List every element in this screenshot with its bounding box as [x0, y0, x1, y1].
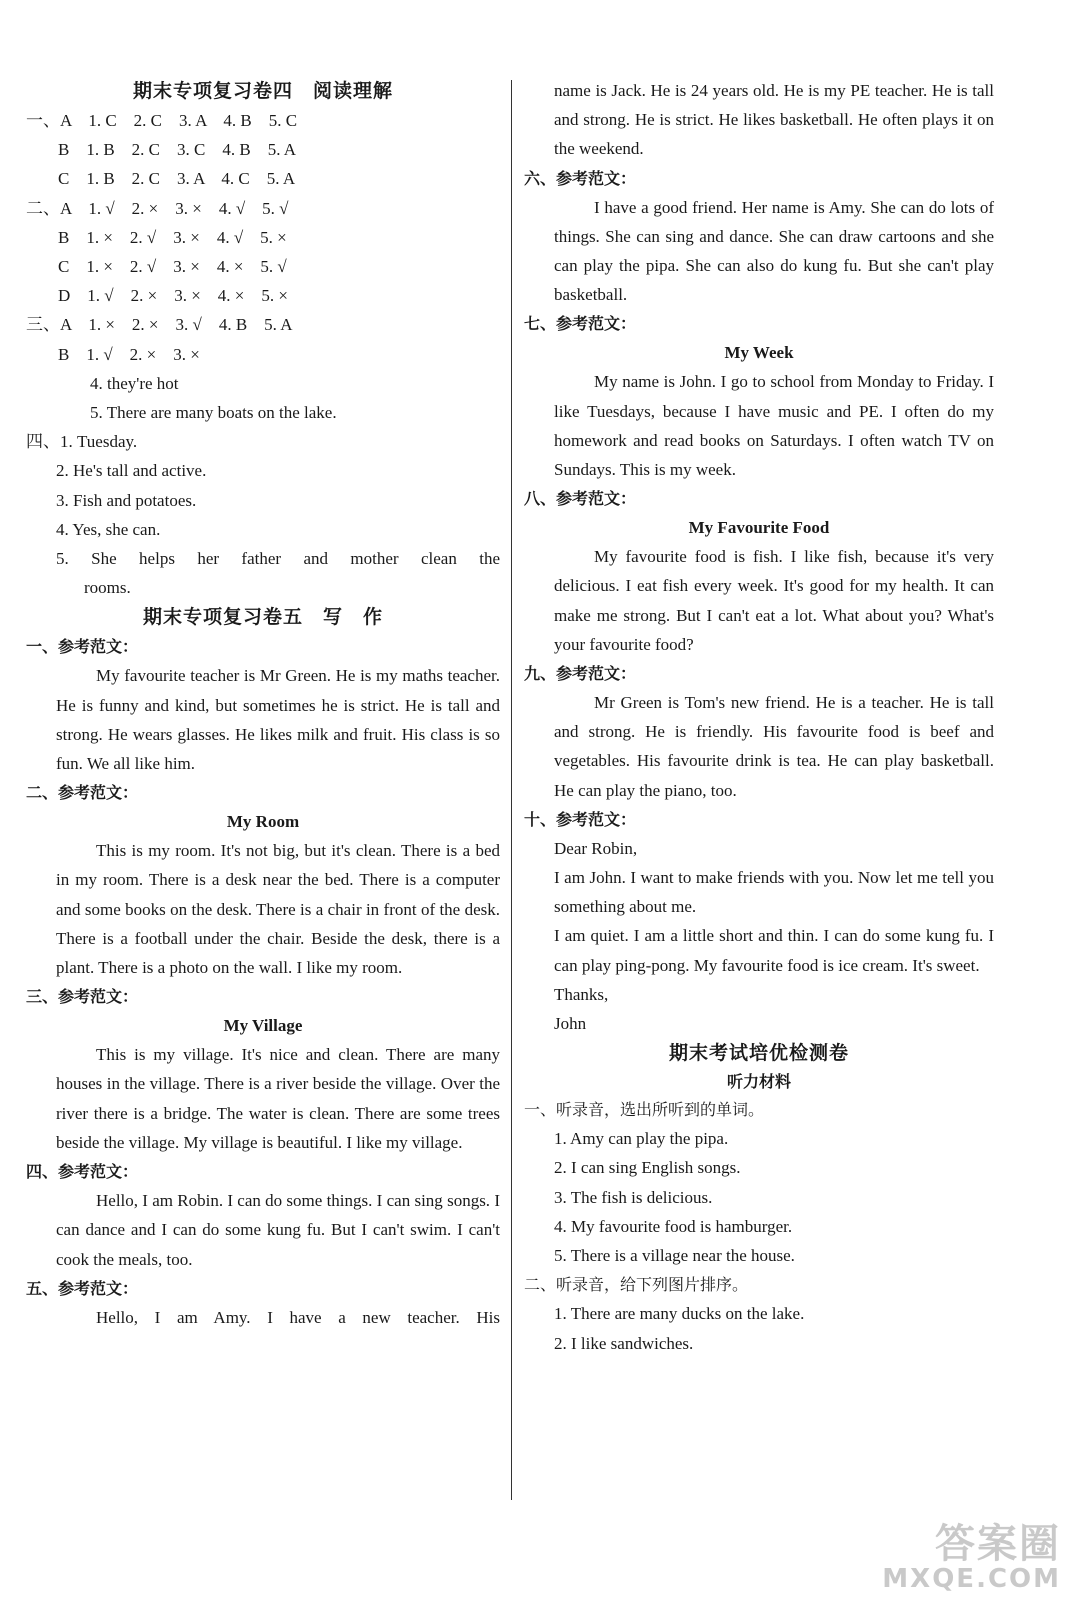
exam-subtitle: 听力材料	[726, 1072, 791, 1092]
answer-line: 5. She helps her father and mother clean the	[56, 549, 500, 569]
answer-line: 二、A 1. √ 2. × 3. × 4. √ 5. √	[26, 198, 289, 218]
answer-line: C 1. × 2. √ 3. × 4. × 5. √	[58, 257, 287, 277]
essay-heading: 五、参考范文：	[26, 1278, 139, 1298]
essay-heading: 六、参考范文：	[524, 168, 637, 188]
exam-title: 期末考试培优检测卷	[668, 1042, 849, 1065]
column-divider	[511, 80, 512, 1500]
essay-heading: 九、参考范文：	[524, 664, 637, 684]
essay-text: Mr Green is Tom's new friend. He is a teacher. He is tall and strong. He is friendly. His favourite food is beef and vegetables. His favourite drink is tea. He can play basketball. He can play the piano, too.	[554, 693, 994, 800]
essay-heading: 一、参考范文：	[26, 637, 139, 657]
answer-line: B 1. √ 2. × 3. ×	[58, 344, 200, 364]
essay-text: My favourite teacher is Mr Green. He is my maths teacher. He is funny and kind, but sometimes he is strict. He is tall and strong. He wears glasses. He likes milk and fruit. His class is so fun. We all like him.	[56, 666, 500, 774]
essay-text: My name is John. I go to school from Monday to Friday. I like Tuesdays, because I have music and PE. I often do my homework and read books on Saturdays. I often watch TV on Sundays. This is my week.	[554, 372, 994, 480]
listening-line: 1. Amy can play the pipa.	[554, 1129, 729, 1149]
essay-heading: 四、参考范文：	[26, 1162, 139, 1182]
listening-heading: 二、听录音，给下列图片排序。	[524, 1275, 749, 1295]
essay-title: My Favourite Food	[688, 518, 830, 538]
watermark-bottom: MXQE.COM	[882, 1564, 1061, 1594]
essay-text: I have a good friend. Her name is Amy. She can do lots of things. She can sing and dance. She can draw cartoons and she can play the pipa. She can also do kung fu. But she can't play basketball.	[554, 197, 994, 305]
essay-text: Hello, I am Amy. I have a new teacher. His	[96, 1307, 500, 1327]
essay-heading: 八、参考范文：	[524, 489, 637, 509]
listening-line: 1. There are many ducks on the lake.	[554, 1304, 805, 1324]
essay-text: Hello, I am Robin. I can do some things. I can sing songs. I can dance and I can do some kung fu. But I can't swim. I can't cook the meals, too.	[56, 1191, 500, 1269]
answer-line: 3. Fish and potatoes.	[56, 490, 197, 510]
answer-line: 三、A 1. × 2. × 3. √ 4. B 5. A	[26, 315, 293, 335]
essay-heading: 二、参考范文：	[26, 783, 139, 803]
section-title-reading: 期末专项复习卷四 阅读理解	[132, 80, 393, 102]
essay-text: This is my room. It's not big, but it's clean. There is a bed in my room. There is a desk near the bed. There is a computer and some books on the desk. There is a chair in front of the desk. There is a football under the chair. Beside the desk, there is a plant. There is a photo on the wall. I like my room.	[56, 841, 500, 978]
essay-heading: 十、参考范文：	[524, 809, 637, 829]
essay-title: My Village	[223, 1016, 303, 1036]
answer-line: 四、1. Tuesday.	[26, 432, 138, 452]
letter-line: Thanks,	[554, 984, 609, 1004]
answer-line: C 1. B 2. C 3. A 4. C 5. A	[58, 169, 296, 189]
answer-line: 2. He's tall and active.	[56, 461, 207, 481]
listening-line: 2. I like sandwiches.	[554, 1333, 694, 1353]
answer-line: B 1. × 2. √ 3. × 4. √ 5. ×	[58, 227, 287, 247]
letter-line: I am quiet. I am a little short and thin. I can do some kung fu. I can play ping-pong. My favourite food is ice cream. It's sweet.	[554, 926, 994, 975]
listening-line: 3. The fish is delicious.	[554, 1187, 713, 1207]
letter-line: I am John. I want to make friends with you. Now let me tell you something about me.	[554, 868, 994, 917]
essay-text: This is my village. It's nice and clean. There are many houses in the village. There is a river beside the village. Over the river there is a bridge. The water is clean. There are some trees beside the village. My village is beautiful. I like my village.	[56, 1045, 500, 1152]
essay-heading: 三、参考范文：	[26, 987, 139, 1007]
answer-line: 4. they're hot	[90, 373, 179, 393]
answer-line: rooms.	[84, 578, 131, 598]
listening-line: 2. I can sing English songs.	[554, 1158, 741, 1178]
listening-line: 4. My favourite food is hamburger.	[554, 1216, 793, 1236]
answer-line: B 1. B 2. C 3. C 4. B 5. A	[58, 140, 297, 160]
right-column	[524, 76, 994, 1358]
answer-line: D 1. √ 2. × 3. × 4. × 5. ×	[58, 286, 288, 306]
watermark-logo	[882, 1521, 1061, 1594]
essay-title: My Room	[226, 812, 300, 832]
watermark-top: 答案圈	[935, 1521, 1061, 1567]
essay-heading: 七、参考范文：	[524, 314, 637, 334]
essay-text: My favourite food is fish. I like fish, because it's very delicious. I eat fish every week. It's good for my health. It can make me strong. But I can't eat a lot. What about you? What's your favourite food?	[554, 547, 994, 654]
section-title-writing: 期末专项复习卷五 写 作	[142, 606, 383, 629]
listening-heading: 一、听录音，选出所听到的单词。	[524, 1100, 765, 1120]
letter-line: Dear Robin,	[554, 838, 638, 858]
essay-title: My Week	[724, 343, 794, 363]
answer-line: 5. There are many boats on the lake.	[90, 403, 337, 423]
listening-line: 5. There is a village near the house.	[554, 1246, 795, 1266]
answer-line: 4. Yes, she can.	[56, 519, 161, 539]
answer-line: 一、A 1. C 2. C 3. A 4. B 5. C	[26, 111, 298, 130]
essay-text: name is Jack. He is 24 years old. He is my PE teacher. He is tall and strong. He is strict. He likes basketball. He often plays it on the weekend.	[554, 81, 994, 159]
left-column	[26, 76, 500, 1332]
letter-line: John	[554, 1014, 587, 1034]
